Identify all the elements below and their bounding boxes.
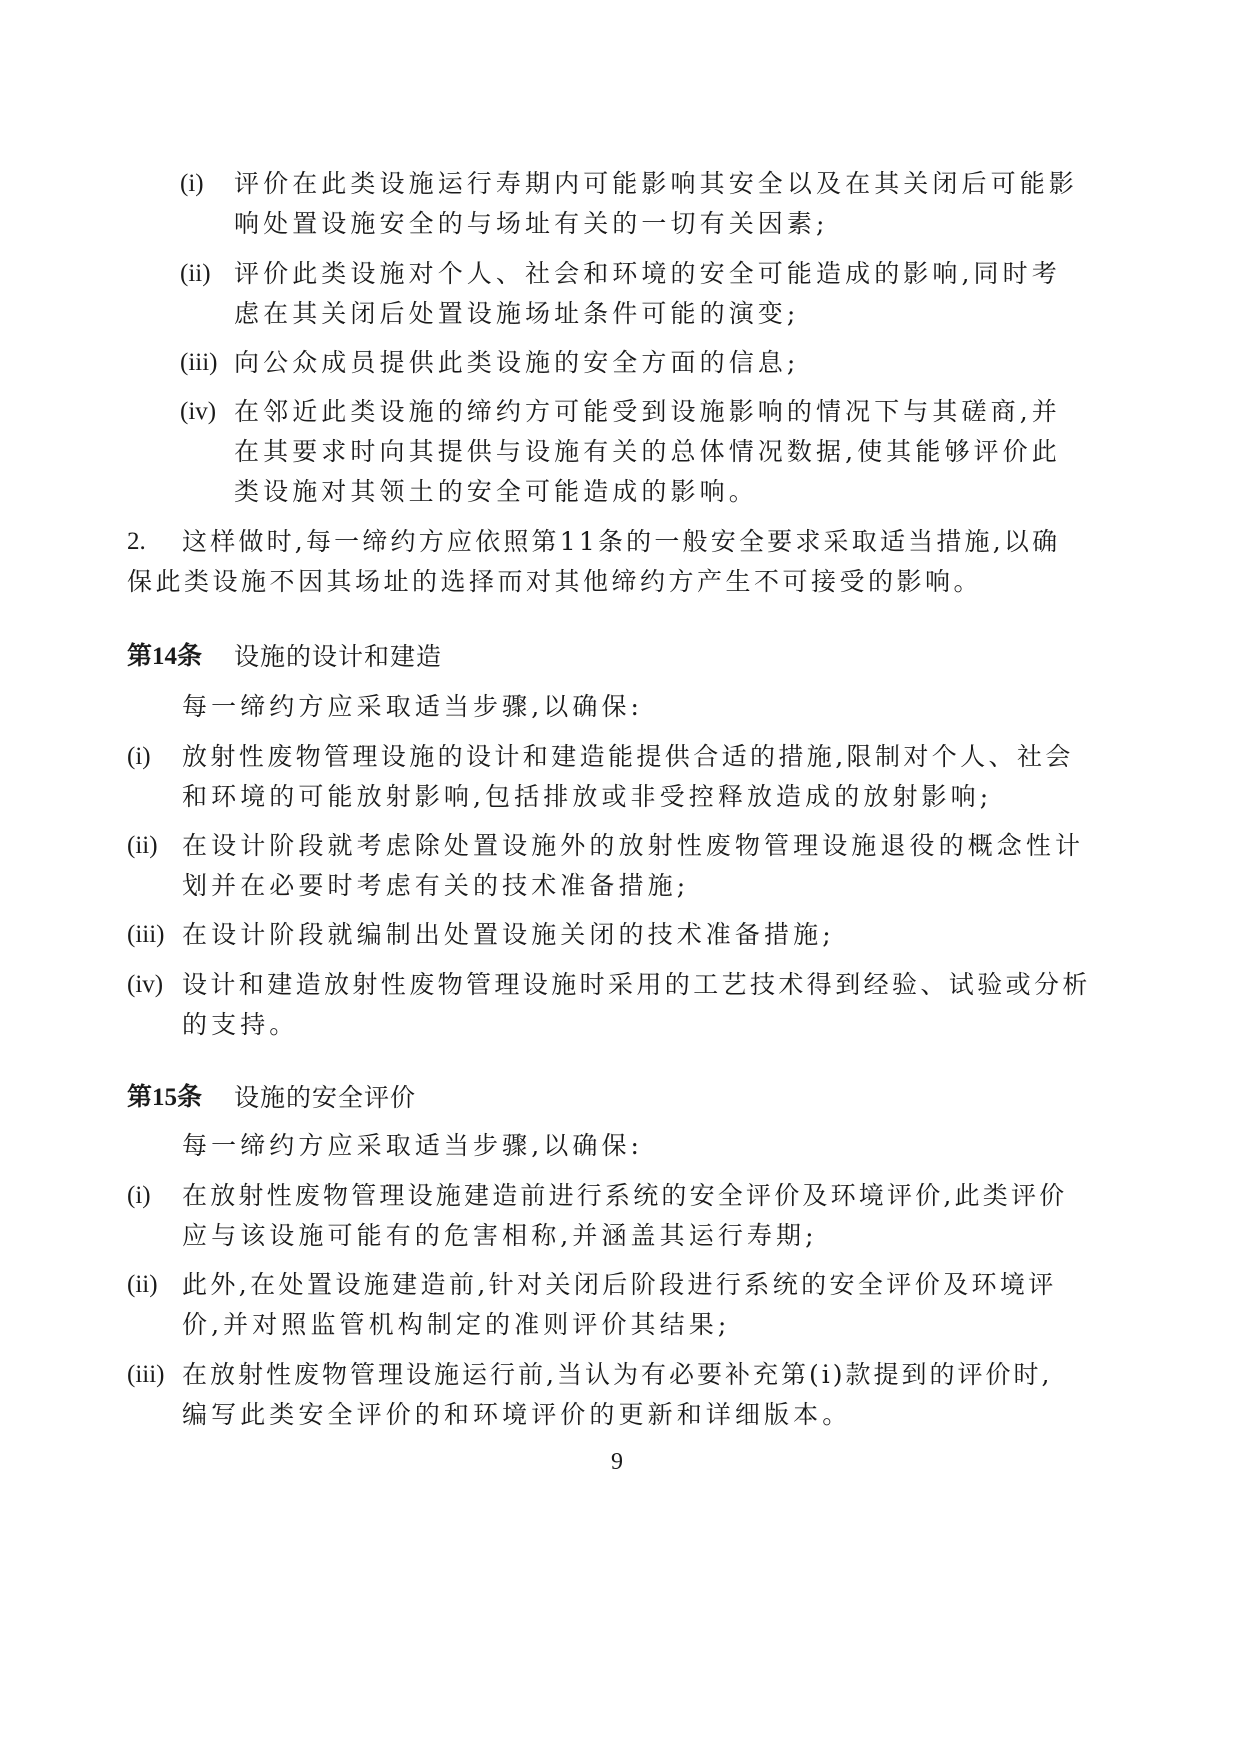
list-marker: (ii) (127, 832, 158, 859)
article-intro: 每一缔约方应采取适当步骤,以确保: (182, 692, 644, 721)
list-marker: (iii) (127, 1361, 165, 1388)
article-number: 第14条 (127, 643, 203, 670)
list-marker: (i) (180, 170, 204, 197)
list-item-line: 划并在必要时考虑有关的技术准备措施; (182, 871, 690, 900)
list-item-line: 评价在此类设施运行寿期内可能影响其安全以及在其关闭后可能影 (234, 169, 1078, 198)
list-item-line: 虑在其关闭后处置设施场址条件可能的演变; (234, 299, 800, 328)
list-item-line: 放射性废物管理设施的设计和建造能提供合适的措施,限制对个人、社会 (182, 742, 1074, 771)
list-item-line: 在放射性废物管理设施运行前,当认为有必要补充第(i)款提到的评价时, (182, 1360, 1053, 1389)
list-item-line: 向公众成员提供此类设施的安全方面的信息; (234, 348, 800, 377)
article-title: 设施的安全评价 (234, 1083, 417, 1112)
list-item-line: 此外,在处置设施建造前,针对关闭后阶段进行系统的安全评价及环境评 (182, 1270, 1057, 1299)
article-intro: 每一缔约方应采取适当步骤,以确保: (182, 1131, 644, 1160)
list-marker: (iii) (180, 349, 218, 376)
list-item-line: 价,并对照监管机构制定的准则评价其结果; (182, 1310, 731, 1339)
list-item-line: 设计和建造放射性废物管理设施时采用的工艺技术得到经验、试验或分析 (182, 970, 1091, 999)
page-number: 9 (611, 1449, 623, 1475)
list-item-line: 在邻近此类设施的缔约方可能受到设施影响的情况下与其磋商,并 (234, 397, 1061, 426)
list-marker: (ii) (127, 1271, 158, 1298)
paragraph-number: 2. (127, 528, 146, 555)
list-item-line: 在设计阶段就编制出处置设施关闭的技术准备措施; (182, 920, 835, 949)
list-marker: (i) (127, 743, 151, 770)
list-marker: (i) (127, 1182, 151, 1209)
list-item-line: 响处置设施安全的与场址有关的一切有关因素; (234, 209, 829, 238)
article-title: 设施的设计和建造 (234, 642, 443, 671)
list-item-line: 评价此类设施对个人、社会和环境的安全可能造成的影响,同时考 (234, 259, 1061, 288)
list-marker: (iv) (127, 971, 164, 998)
list-item-line: 在放射性废物管理设施建造前进行系统的安全评价及环境评价,此类评价 (182, 1181, 1068, 1210)
list-item-line: 编写此类安全评价的和环境评价的更新和详细版本。 (182, 1400, 852, 1429)
list-item-line: 类设施对其领土的安全可能造成的影响。 (234, 477, 758, 506)
list-item-line: 在设计阶段就考虑除处置设施外的放射性废物管理设施退役的概念性计 (182, 831, 1085, 860)
paragraph-line: 这样做时,每一缔约方应依照第11条的一般安全要求采取适当措施,以确 (182, 527, 1061, 556)
list-item-line: 的支持。 (182, 1010, 299, 1039)
list-marker: (ii) (180, 260, 211, 287)
article-number: 第15条 (127, 1084, 203, 1111)
list-item-line: 和环境的可能放射影响,包括排放或非受控释放造成的放射影响; (182, 782, 993, 811)
list-marker: (iii) (127, 921, 165, 948)
list-item-line: 应与该设施可能有的危害相称,并涵盖其运行寿期; (182, 1221, 818, 1250)
paragraph-line: 保此类设施不因其场址的选择而对其他缔约方产生不可接受的影响。 (127, 567, 983, 596)
list-item-line: 在其要求时向其提供与设施有关的总体情况数据,使其能够评价此 (234, 437, 1061, 466)
list-marker: (iv) (180, 398, 217, 425)
